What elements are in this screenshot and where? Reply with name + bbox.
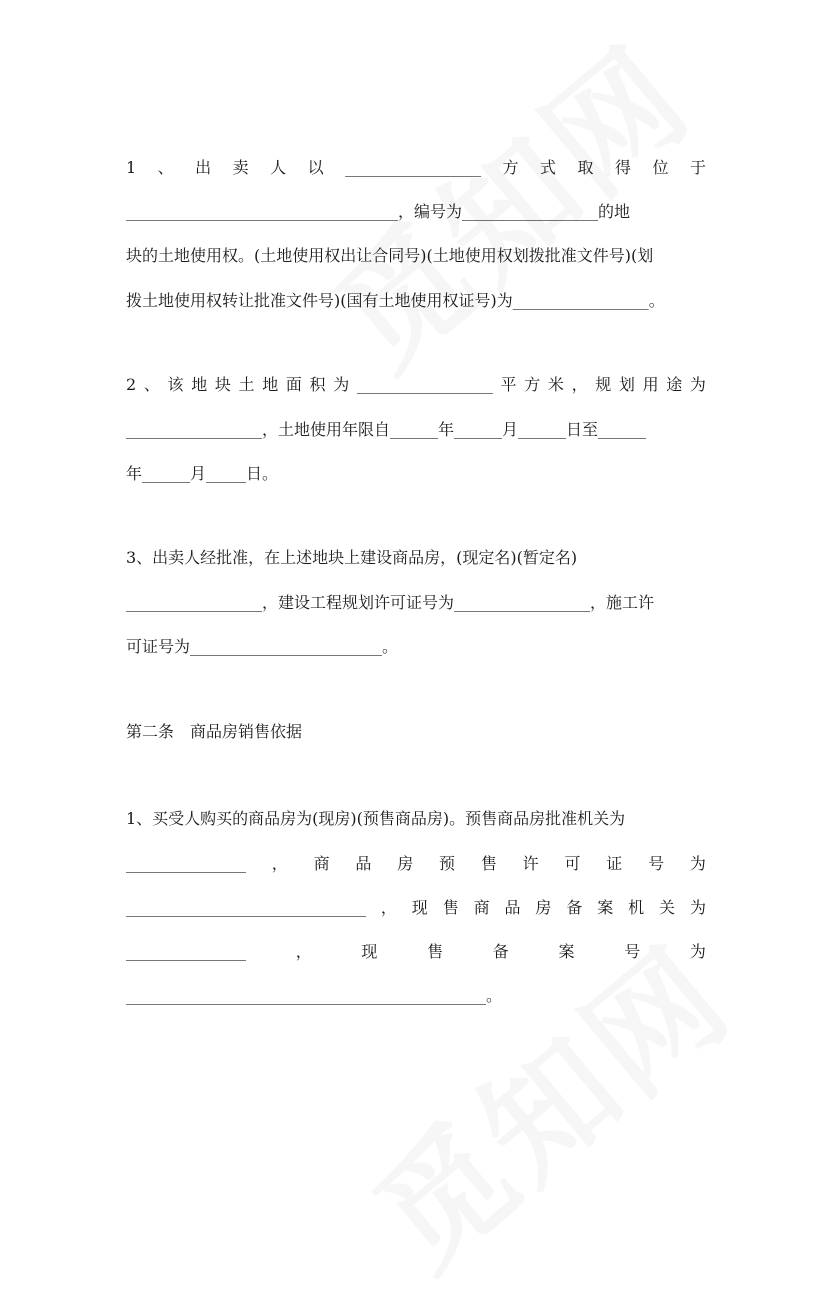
blank-field: _______________ — [126, 942, 246, 961]
text-token: 案 — [597, 898, 614, 917]
text-token: 卖 — [232, 158, 249, 177]
text-token: 售 — [480, 854, 497, 873]
text-token: 号 — [648, 854, 665, 873]
text-token: 商 — [313, 854, 330, 873]
text-token: 该 — [167, 375, 184, 394]
text-token: 块 — [214, 375, 231, 394]
text-token: 用 — [642, 375, 659, 394]
text-token: 米 — [547, 375, 564, 394]
text-token: 品 — [504, 898, 521, 917]
item1-line3 — [126, 896, 706, 920]
clause1-line3: 块的土地使用权。(土地使用权出让合同号)(土地使用权划拨批准文件号)(划 — [126, 246, 654, 265]
blank-field: _________________ — [356, 375, 493, 394]
blank-field: ______________________________ — [126, 898, 366, 917]
text-token: 为 — [689, 942, 706, 961]
text-token: 品 — [355, 854, 372, 873]
text-token: 案 — [558, 942, 575, 961]
text-token: 土 — [238, 375, 255, 394]
text-token: 为 — [689, 375, 706, 394]
item1-line2 — [126, 852, 706, 876]
text-token: 积 — [309, 375, 326, 394]
text-token: 2 — [126, 375, 137, 394]
text-token: 、 — [143, 375, 160, 394]
blank-field: _______________ — [126, 854, 246, 873]
text-token: 面 — [285, 375, 302, 394]
item1-line1: 1、买受人购买的商品房为(现房)(预售商品房)。预售商品房批准机关为 — [126, 809, 626, 828]
text-token: 备 — [566, 898, 583, 917]
text-token: 地 — [262, 375, 279, 394]
clause2-line1 — [126, 373, 706, 397]
text-token: 取 — [577, 158, 594, 177]
text-token: 售 — [442, 898, 459, 917]
text-token: ， — [295, 942, 312, 961]
text-token: 位 — [652, 158, 669, 177]
article2-heading: 第二条 商品房销售依据 — [126, 722, 303, 741]
clause1-line1 — [126, 156, 706, 180]
text-token: 许 — [522, 854, 539, 873]
text-token: 于 — [689, 158, 706, 177]
clause3-line3: 可证号为________________________。 — [126, 637, 399, 656]
clause2-line3: 年______月_____日。 — [126, 464, 279, 483]
clause2-line2: _________________，土地使用年限自______年______月______日至______ — [126, 420, 647, 439]
text-token: 地 — [191, 375, 208, 394]
text-token: 售 — [427, 942, 444, 961]
text-token: 号 — [624, 942, 641, 961]
text-token: ， — [380, 898, 397, 917]
blank-field: _________________ — [345, 158, 482, 177]
text-token: 以 — [307, 158, 324, 177]
text-token: 规 — [595, 375, 612, 394]
text-token: 途 — [666, 375, 683, 394]
clause1-line4: 拨土地使用权转让批准文件号)(国有土地使用权证号)为_________________。 — [126, 291, 665, 310]
text-token: 可 — [564, 854, 581, 873]
text-token: ， — [271, 854, 288, 873]
text-token: 备 — [492, 942, 509, 961]
text-token: ， — [571, 375, 588, 394]
item1-line4 — [126, 940, 706, 964]
text-token: 预 — [439, 854, 456, 873]
text-token: 、 — [157, 158, 174, 177]
clause3-line2: _________________，建设工程规划许可证号为_________________，施工许 — [126, 593, 655, 612]
text-token: 方 — [524, 375, 541, 394]
text-token: 商 — [473, 898, 490, 917]
text-token: 为 — [689, 854, 706, 873]
text-token: 关 — [659, 898, 676, 917]
text-token: 证 — [606, 854, 623, 873]
text-token: 现 — [411, 898, 428, 917]
text-token: 平 — [500, 375, 517, 394]
item1-line5: _____________________________________________。 — [126, 986, 503, 1005]
text-token: 房 — [397, 854, 414, 873]
text-token: 得 — [615, 158, 632, 177]
text-token: 机 — [628, 898, 645, 917]
text-token: 1 — [126, 158, 137, 177]
text-token: 为 — [333, 375, 350, 394]
text-token: 式 — [540, 158, 557, 177]
text-token: 方 — [502, 158, 519, 177]
text-token: 人 — [270, 158, 287, 177]
text-token: 现 — [361, 942, 378, 961]
clause3-line1: 3、出卖人经批准，在上述地块上建设商品房，(现定名)(暂定名) — [126, 548, 578, 567]
text-token: 出 — [195, 158, 212, 177]
text-token: 划 — [618, 375, 635, 394]
text-token: 为 — [689, 898, 706, 917]
text-token: 房 — [535, 898, 552, 917]
clause1-line2: __________________________________，编号为_________________的地 — [126, 202, 631, 221]
